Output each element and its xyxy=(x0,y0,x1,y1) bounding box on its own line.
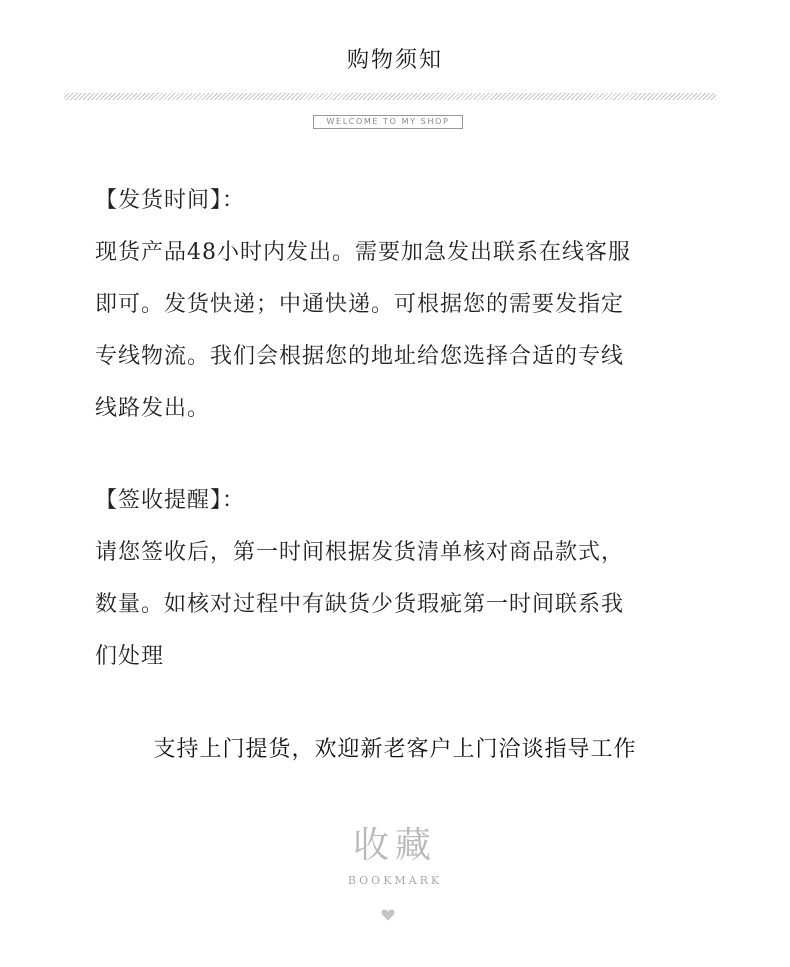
bookmark-subtitle: BOOKMARK xyxy=(347,874,443,887)
bookmark-block[interactable] xyxy=(0,822,790,889)
receipt-heading: 【签收提醒】： xyxy=(95,488,246,513)
receipt-line: 数量。如核对过程中有缺货少货瑕疵第一时间联系我 xyxy=(95,592,625,617)
shipping-section xyxy=(95,175,715,435)
receipt-line: 请您签收后，第一时间根据发货清单核对商品款式， xyxy=(95,540,625,565)
shipping-line: 现货产品48小时内发出。需要加急发出联系在线客服 xyxy=(95,240,631,265)
welcome-badge: WELCOME TO MY SHOP xyxy=(313,115,463,129)
heart-icon[interactable] xyxy=(381,909,395,921)
shipping-line: 专线物流。我们会根据您的地址给您选择合适的专线 xyxy=(95,344,625,369)
shipping-line: 即可。发货快递；中通快递。可根据您的需要发指定 xyxy=(95,292,625,317)
shipping-heading: 【发货时间】： xyxy=(95,188,246,213)
pickup-note: 支持上门提货，欢迎新老客户上门洽谈指导工作 xyxy=(153,737,637,762)
shipping-line: 线路发出。 xyxy=(95,396,211,421)
bookmark-title[interactable]: 收藏 xyxy=(352,825,437,866)
hatched-divider xyxy=(64,93,716,100)
receipt-line: 们处理 xyxy=(95,644,165,669)
page-title: 购物须知 xyxy=(346,48,443,73)
receipt-section xyxy=(95,475,715,683)
